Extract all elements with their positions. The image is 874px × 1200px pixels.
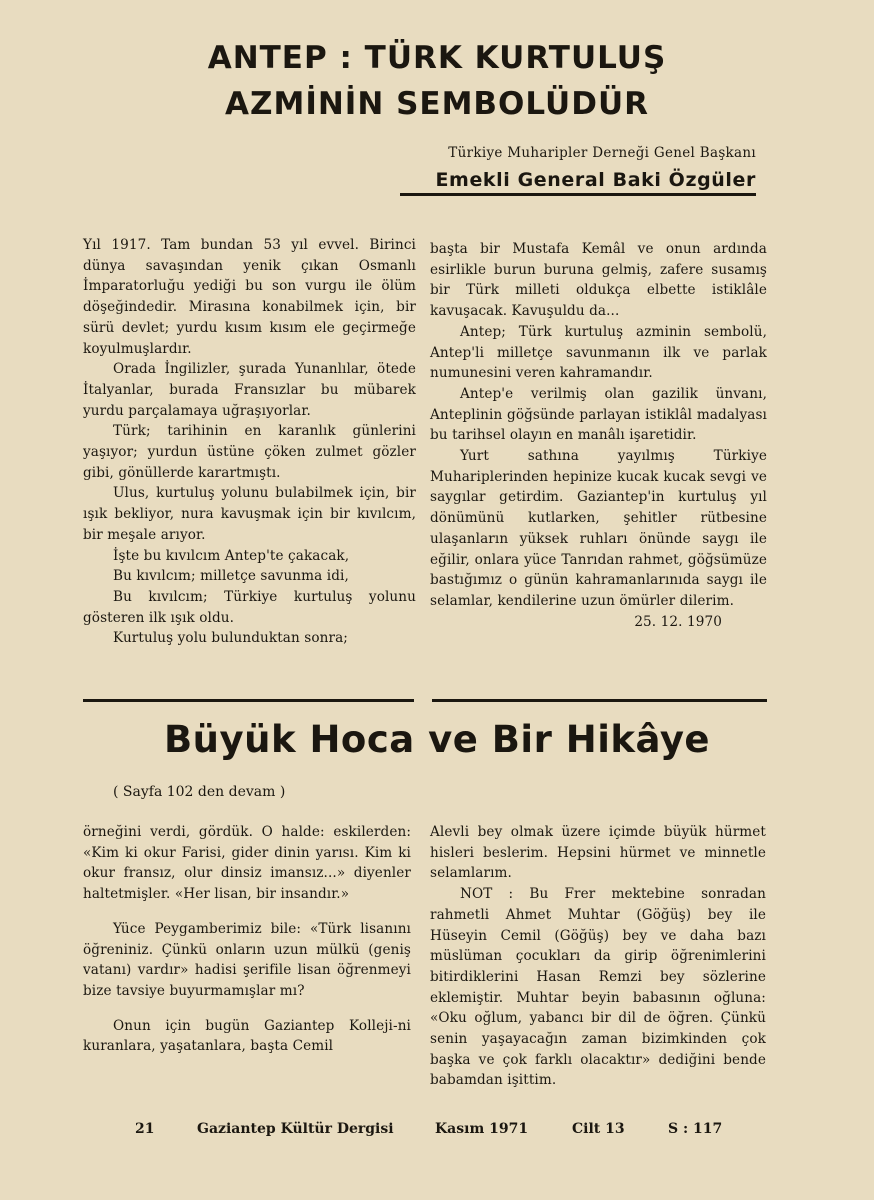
article1-byline: [435, 145, 756, 191]
paragraph: Yurt sathına yayılmış Türkiye Muhariplerinden hepinize kucak kucak sevgi ve saygılar getirdim. Gaziantep'in kurtuluş yıl dönümünü kutlarken, şehitler rütbesine ulaşanların yüksek ruhları önünde saygı ile eğilir, onlara yüce Tanrıdan rahmet, göğsümüze bastığımız o günün kahramanlarınıda saygı ile selamlar, kendilerine uzun ömürler dilerim.: [430, 448, 767, 609]
paragraph: Bu kıvılcım; Türkiye kurtuluş yolunu gösteren ilk ışık oldu.: [83, 588, 416, 626]
paragraph: Orada İngilizler, şurada Yunanlılar, ötede İtalyanlar, burada Fransızlar bu mübarek yurdu parçalamaya uğraşıyorlar.: [83, 361, 416, 419]
paragraph: NOT : Bu Frer mektebine sonradan rahmetli Ahmet Muhtar (Göğüş) bey ile Hüseyin Cemil (Göğüş) bey ve daha bazı müslüman çocukları da girip öğrenimlerini bitirdiklerini Hasan Remzi bey sözlerine eklemiştir. Muhtar beyin babasının oğluna: «Oku oğlum, yabancı bir dil de öğren. Çünkü senin yaşayacağın zaman bizimkinden çok başka ve çok farklı olacaktır» dediğini bende babamdan işittim.: [430, 886, 766, 1089]
article1-left-column: [83, 235, 416, 649]
issue-date: Kasım 1971: [435, 1121, 529, 1137]
issue-number: S : 117: [668, 1121, 723, 1137]
paragraph: İşte bu kıvılcım Antep'te çakacak,: [113, 547, 350, 564]
paragraph: örneğini verdi, gördük. O halde: eskilerden: «Kim ki okur Farisi, gider dinin yarısı. Kim ki okur fransız, olur dinsiz imansız...» diyenler haltetmişler. «Her lisan, bir insandır.»: [83, 824, 411, 903]
article1-right-column: [430, 239, 767, 632]
section-divider-left: [83, 699, 414, 702]
article1-title: [0, 40, 874, 122]
article2-left-column: [83, 822, 411, 1057]
continued-note: ( Sayfa 102 den devam ): [113, 784, 286, 800]
page-number: 21: [135, 1121, 155, 1137]
paragraph: Yıl 1917. Tam bundan 53 yıl evvel. Birinci dünya savaşından yenik çıkan Osmanlı İmparatorluğu yediği bu son vurgu ile ölüm döşeğindedir. Mirasına konabilmek için, bir sürü devlet; yurdu kısım kısım ele geçirmeğe koyulmuşlardır.: [83, 237, 416, 357]
article1-date: 25. 12. 1970: [634, 613, 722, 630]
author-role: Türkiye Muharipler Derneği Genel Başkanı: [448, 145, 756, 161]
article2-right-column: [430, 822, 766, 1091]
paragraph: Bu kıvılcım; milletçe savunma idi,: [113, 568, 349, 585]
paragraph: Onun için bugün Gaziantep Kolleji-ni kuranlara, yaşatanlara, başta Cemil: [83, 1017, 411, 1055]
paragraph: Kurtuluş yolu bulunduktan sonra;: [113, 630, 348, 647]
article1-title-line2: AZMİNİN SEMBOLÜDÜR: [225, 86, 649, 122]
article1-title-line1: ANTEP : TÜRK KURTULUŞ: [207, 40, 667, 76]
paragraph: başta bir Mustafa Kemâl ve onun ardında esirlikle burun buruna gelmiş, zafere susamış bir Türk milleti oldukça elbette istiklâle kavuşacak. Kavuşuldu da...: [430, 241, 767, 320]
paragraph: Türk; tarihinin en karanlık günlerini yaşıyor; yurdun üstüne çöken zulmet gözler gibi, gönüllerde karartmıştı.: [83, 423, 416, 481]
section-divider-right: [432, 699, 767, 702]
paragraph: Antep'e verilmiş olan gazilik ünvanı, Anteplinin göğsünde parlayan istiklâl madalyası bu tarihsel olayın en manâlı işaretidir.: [430, 385, 767, 444]
paragraph: Alevli bey olmak üzere içimde büyük hürmet hisleri beslerim. Hepsini hürmet ve minnetle selamlarım.: [430, 824, 766, 882]
volume: Cilt 13: [572, 1121, 625, 1137]
magazine-name: Gaziantep Kültür Dergisi: [197, 1121, 394, 1137]
paragraph: Ulus, kurtuluş yolunu bulabilmek için, bir ışık bekliyor, nura kavuşmak için bir kıvılcım, bir meşale arıyor.: [83, 485, 416, 543]
paragraph: Antep; Türk kurtuluş azminin sembolü, Antep'li milletçe savunmanın ilk ve parlak numunesini veren kahramandır.: [430, 323, 767, 382]
article2-title: Büyük Hoca ve Bir Hikâye: [163, 718, 711, 761]
paragraph: Yüce Peygamberimiz bile: «Türk lisanını öğreniniz. Çünkü onların uzun mülkü (geniş vatanı) vardır» hadisi şerifile lisan öğrenmeyi bize tavsiye buyurmamışlar mı?: [83, 920, 411, 999]
author-name: Emekli General Baki Özgüler: [435, 169, 756, 191]
byline-divider: [400, 193, 756, 196]
